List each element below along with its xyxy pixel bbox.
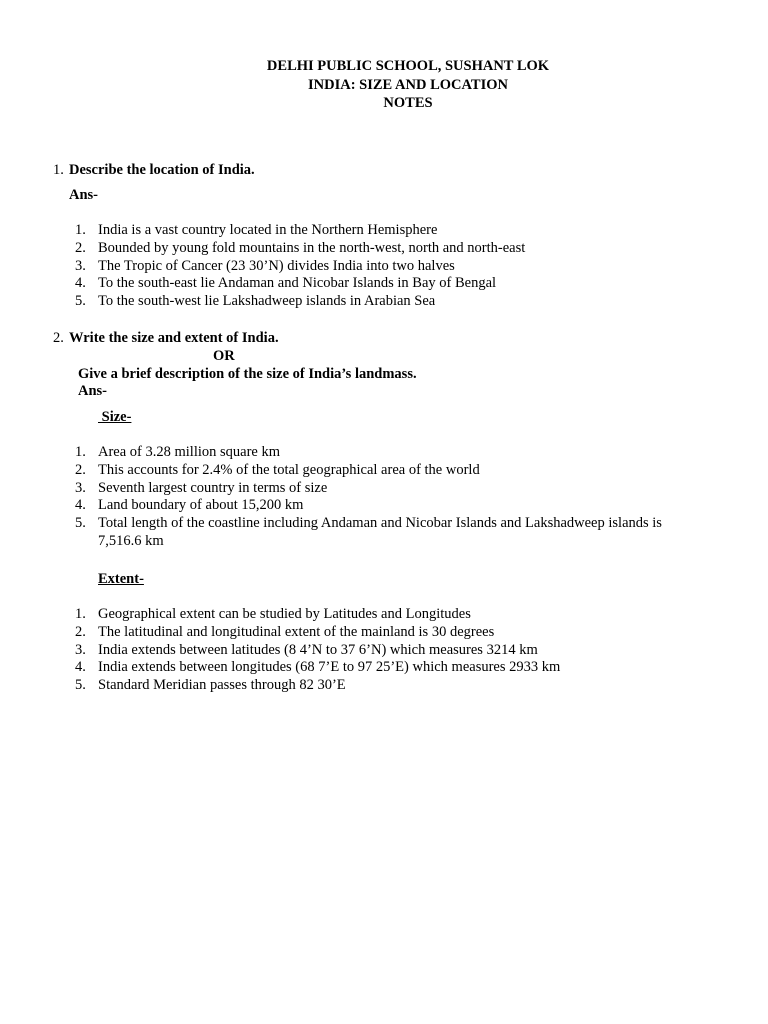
item-text: Geographical extent can be studied by Latitudes and Longitudes <box>98 606 471 622</box>
item-text: Land boundary of about 15,200 km <box>98 497 304 514</box>
item-text: Standard Meridian passes through 82 30’E <box>98 677 346 694</box>
item-number: 5. <box>75 677 86 694</box>
location-list <box>75 222 698 311</box>
item-number: 2. <box>75 461 86 478</box>
question-number: 2. <box>53 330 64 346</box>
list-item <box>75 606 698 624</box>
item-number: 5. <box>75 293 86 310</box>
list-item <box>75 275 698 293</box>
item-number: 3. <box>75 641 86 658</box>
item-text: India extends between longitudes (68 7’E to 97 25’E) which measures 2933 km <box>98 659 561 676</box>
extent-heading: Extent- <box>98 571 144 587</box>
item-text: The Tropic of Cancer (23 30’N) divides India into two halves <box>98 257 455 274</box>
list-item <box>75 293 698 311</box>
item-text: Area of 3.28 million square km <box>98 444 281 460</box>
item-text: To the south-east lie Andaman and Nicobar Islands in Bay of Bengal <box>98 275 497 292</box>
answer-label: Ans- <box>69 187 99 203</box>
question-text: Write the size and extent of India. <box>69 330 279 346</box>
list-item <box>75 461 698 480</box>
document-header <box>0 57 768 113</box>
list-item <box>75 444 698 462</box>
item-number: 2. <box>75 623 86 640</box>
item-number: 2. <box>75 239 86 256</box>
item-text: Seventh largest country in terms of size <box>98 479 328 496</box>
question-1 <box>53 161 255 179</box>
list-item <box>75 497 698 515</box>
item-text: The latitudinal and longitudinal extent of the mainland is 30 degrees <box>98 623 495 640</box>
list-item <box>75 641 698 660</box>
item-text: India extends between latitudes (8 4’N to 37 6’N) which measures 3214 km <box>98 641 538 658</box>
list-item <box>75 222 698 240</box>
item-number: 4. <box>75 275 86 292</box>
item-text: Bounded by young fold mountains in the north-west, north and north-east <box>98 239 526 256</box>
list-item <box>75 623 698 642</box>
question-text: Describe the location of India. <box>69 162 255 178</box>
size-heading: Size- <box>98 409 132 425</box>
list-item <box>75 257 698 276</box>
list-item <box>75 659 698 677</box>
or-label: OR <box>213 348 235 364</box>
question-number: 1. <box>53 162 64 178</box>
item-number: 3. <box>75 479 86 496</box>
question-2 <box>53 329 279 347</box>
list-item <box>75 239 698 258</box>
extent-list <box>75 606 698 695</box>
list-item <box>75 479 698 498</box>
item-number: 4. <box>75 497 86 514</box>
item-text: Total length of the coastline including Andaman and Nicobar Islands and Lakshadweep islands is 7,516.6 km <box>98 515 662 549</box>
notes-label: NOTES <box>383 95 433 111</box>
alt-question-text: Give a brief description of the size of India’s landmass. <box>78 366 417 382</box>
item-text: India is a vast country located in the Northern Hemisphere <box>98 222 438 238</box>
school-name: DELHI PUBLIC SCHOOL, SUSHANT LOK <box>266 58 550 74</box>
item-number: 1. <box>75 606 86 622</box>
list-item <box>75 677 698 695</box>
item-number: 1. <box>75 222 86 238</box>
list-item <box>75 515 698 551</box>
item-number: 1. <box>75 444 86 460</box>
topic-title: INDIA: SIZE AND LOCATION <box>308 76 508 93</box>
item-text: This accounts for 2.4% of the total geographical area of the world <box>98 461 480 478</box>
answer-label: Ans- <box>78 383 108 399</box>
item-number: 4. <box>75 659 86 676</box>
item-text: To the south-west lie Lakshadweep islands in Arabian Sea <box>98 293 436 310</box>
size-list <box>75 444 698 551</box>
item-number: 3. <box>75 257 86 274</box>
item-number: 5. <box>75 515 86 532</box>
